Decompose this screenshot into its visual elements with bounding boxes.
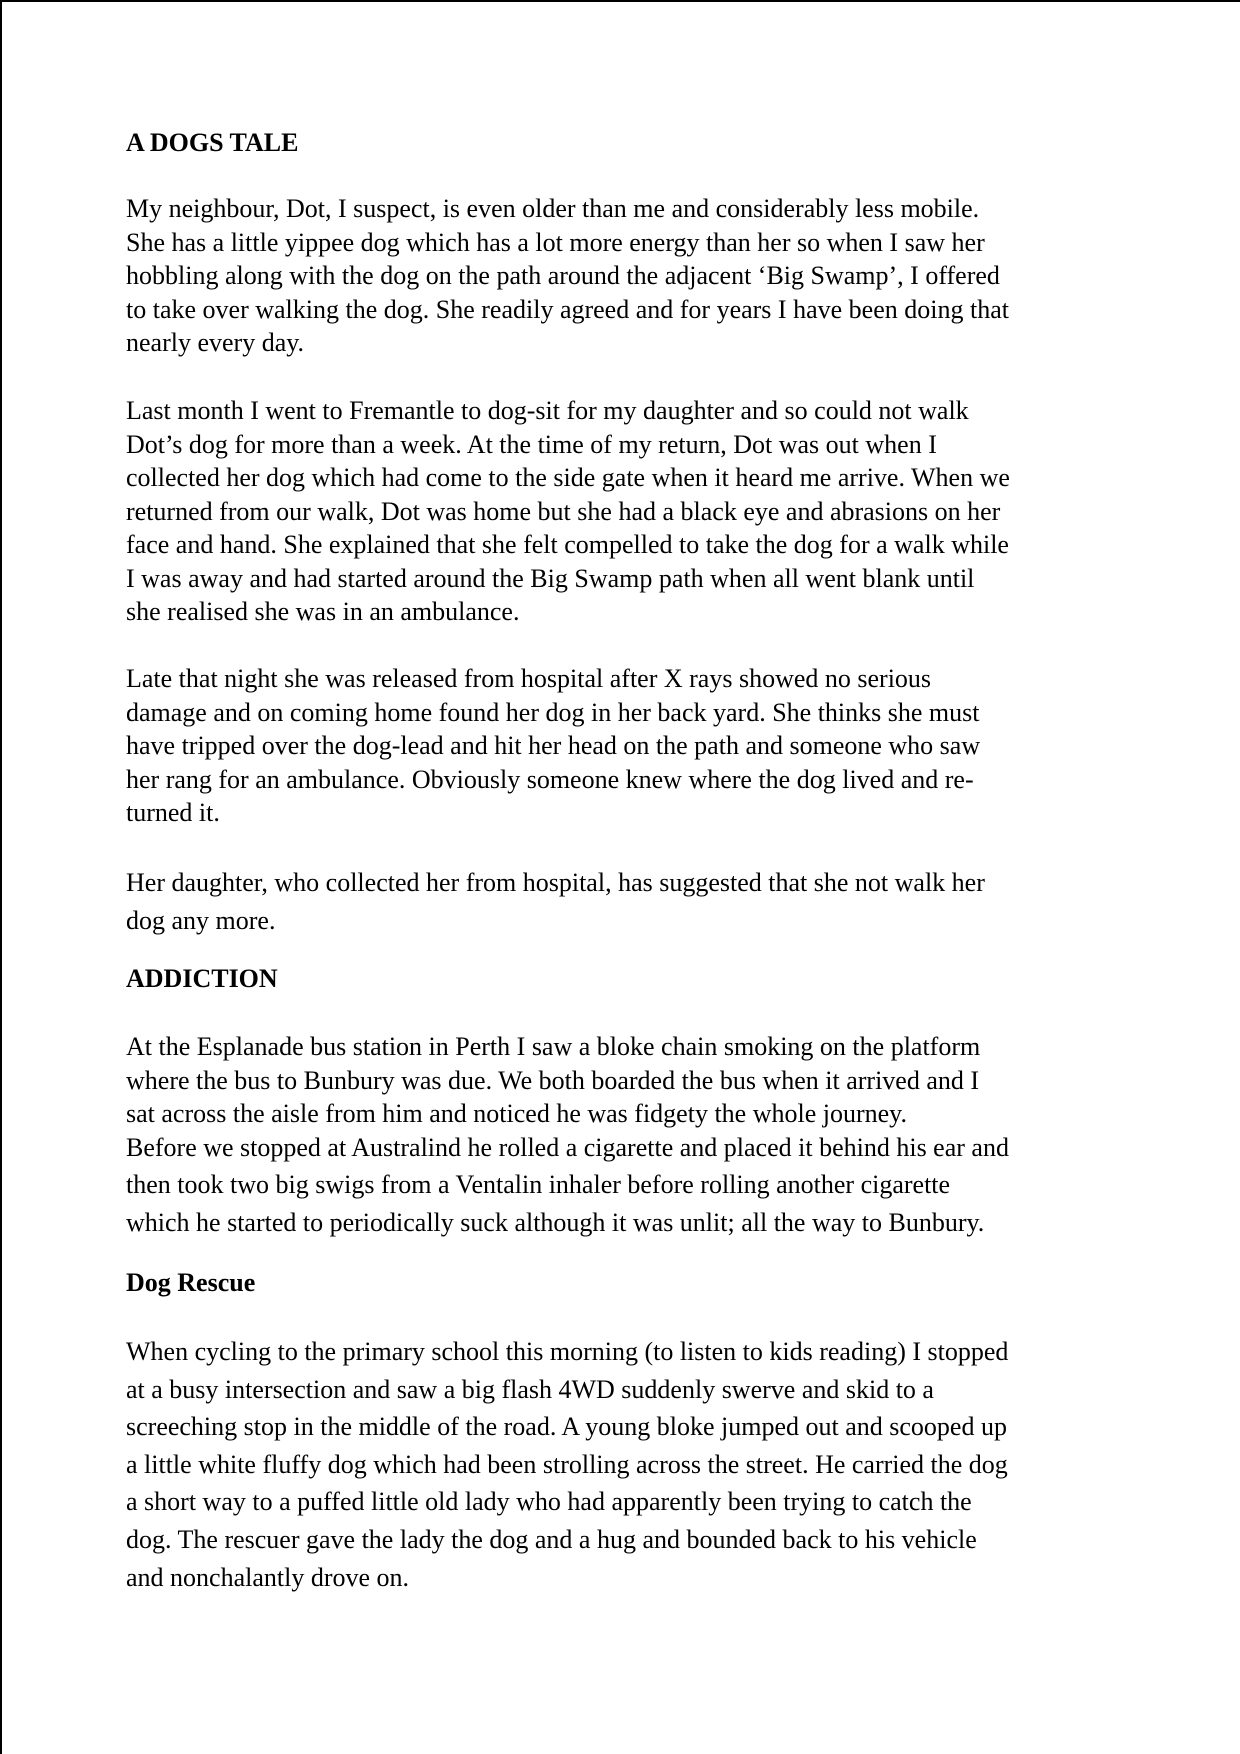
text-line: where the bus to Bunbury was due. We both boarded the bus when it arrived and I [126,1065,980,1095]
text-line: sat across the aisle from him and noticed he was fidgety the whole journey. [126,1099,907,1128]
text-line: then took two big swigs from a Ventalin inhaler before rolling another cigarette [126,1170,951,1199]
text-line: returned from our walk, Dot was home but she had a black eye and abrasions on her [126,496,1001,526]
text-line: When cycling to the primary school this morning (to listen to kids reading) I stopped [126,1337,1009,1366]
text-line: dog. The rescuer gave the lady the dog and a hug and bounded back to his vehicle [126,1524,977,1554]
paragraph [126,192,1136,360]
paragraph [126,394,1136,629]
text-line: nearly every day. [126,328,305,357]
text-line: Her daughter, who collected her from hospital, has suggested that she not walk her [126,868,985,897]
section-heading-a-dogs-tale: A DOGS TALE [126,128,299,157]
paragraph [126,662,1136,830]
text-line: she realised she was in an ambulance. [126,597,520,626]
paragraph [126,1030,1136,1239]
text-line: My neighbour, Dot, I suspect, is even older than me and considerably less mobile. [126,194,980,223]
text-line: collected her dog which had come to the side gate when it heard me arrive. When we [126,463,1010,492]
text-line: turned it. [126,798,220,827]
text-line: her rang for an ambulance. Obviously someone knew where the dog lived and re- [126,764,974,794]
text-line: Late that night she was released from hospital after X rays showed no serious [126,664,932,693]
text-line: hobbling along with the dog on the path around the adjacent ‘Big Swamp’, I offered [126,261,1000,290]
text-line: and nonchalantly drove on. [126,1562,410,1592]
text-line: a short way to a puffed little old lady who had apparently been trying to catch the [126,1487,972,1517]
text-line: Before we stopped at Australind he rolled a cigarette and placed it behind his ear and [126,1132,1009,1162]
text-line: I was away and had started around the Big Swamp path when all went blank until [126,563,975,593]
text-line: at a busy intersection and saw a big flash 4WD suddenly swerve and skid to a [126,1374,934,1404]
paragraph [126,864,1136,940]
text-line: At the Esplanade bus station in Perth I saw a bloke chain smoking on the platform [126,1032,981,1061]
text-line: damage and on coming home found her dog in her back yard. She thinks she must [126,697,980,727]
text-line: She has a little yippee dog which has a lot more energy than her so when I saw her [126,227,985,257]
section-heading-addiction: ADDICTION [126,964,278,993]
text-line: to take over walking the dog. She readily agreed and for years I have been doing that [126,294,1009,324]
text-line: screeching stop in the middle of the road. A young bloke jumped out and scooped up [126,1412,1007,1442]
text-line: dog any more. [126,906,276,935]
text-line: Dot’s dog for more than a week. At the time of my return, Dot was out when I [126,429,937,459]
text-line: Last month I went to Fremantle to dog-sit for my daughter and so could not walk [126,396,969,425]
paragraph [126,1333,1136,1596]
section-heading-dog-rescue: Dog Rescue [126,1268,256,1297]
text-line: which he started to periodically suck although it was unlit; all the way to Bunbury. [126,1207,985,1237]
text-line: have tripped over the dog-lead and hit her head on the path and someone who saw [126,731,981,760]
text-line: face and hand. She explained that she felt compelled to take the dog for a walk while [126,530,1009,559]
text-line: a little white fluffy dog which had been strolling across the street. He carried the dog [126,1449,1008,1479]
